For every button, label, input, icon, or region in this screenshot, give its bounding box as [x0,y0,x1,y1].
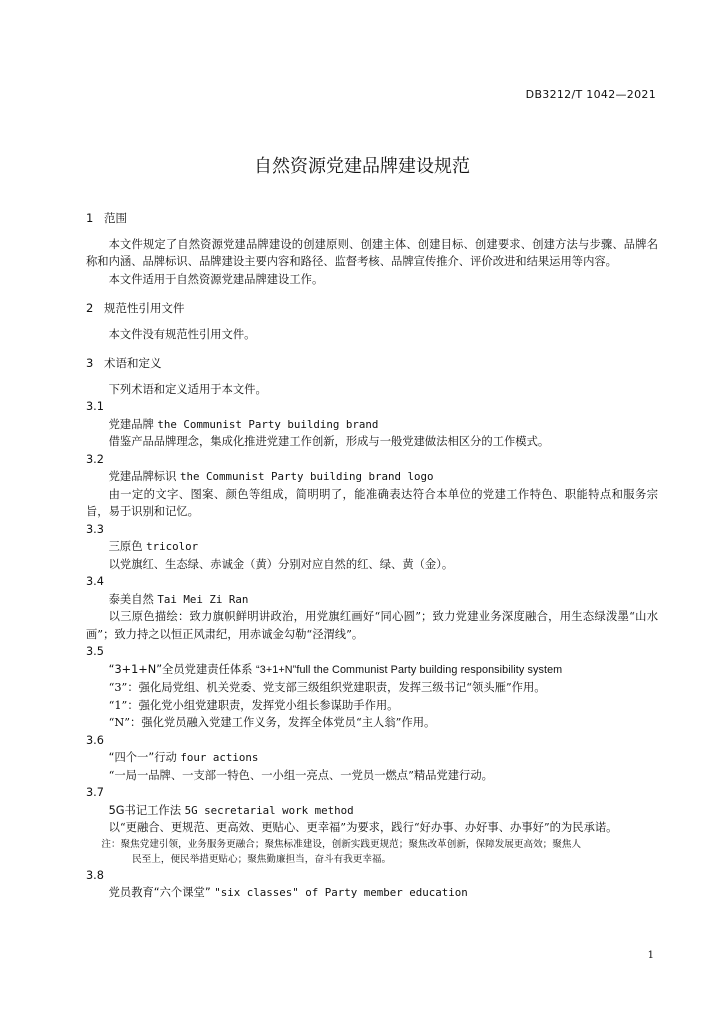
section-1-para-1: 本文件规定了自然资源党建品牌建设的创建原则、创建主体、创建目标、创建要求、创建方法与步骤、品牌名称和内涵、品牌标识、品牌建设主要内容和路径、监督考核、品牌宣传推介、评价改进和结果运用等内容。 [86,237,658,268]
term-3-1-title: 党建品牌 the Communist Party building brand [108,417,379,431]
term-3-3-number: 3.3 [86,522,104,536]
standard-code: DB3212/T 1042—2021 [525,88,656,101]
term-3-2-title: 党建品牌标识 the Communist Party building brand logo [108,470,434,483]
term-3-8-title: 党员教育“六个课堂” "six classes" of Party member education [108,886,468,899]
term-3-3-title: 三原色 tricolor [108,540,199,553]
term-3-4-definition: 以三原色描绘：致力旗帜鲜明讲政治，用党旗红画好“同心圆”；致力党建业务深度融合，用生态绿泼墨“山水画”；致力持之以恒正风肃纪，用赤诚金勾勒“泾渭线”。 [86,610,658,641]
term-3-8-number: 3.8 [86,868,104,882]
term-3-2-number: 3.2 [86,452,104,466]
term-3-3-definition: 以党旗红、生态绿、赤诚金（黄）分别对应自然的红、绿、黄（金）。 [108,557,454,571]
term-3-5-definition-3: “N”：强化党员融入党建工作义务，发挥全体党员“主人翁”作用。 [108,716,436,729]
term-3-7-definition: 以“更融合、更规范、更高效、更贴心、更幸福”为要求，践行“好办事、办好事、办事好”的为民承诺。 [108,821,618,834]
section-1-para-2: 本文件适用于自然资源党建品牌建设工作。 [108,272,324,286]
term-3-5-definition-2: “1”：强化党小组党建职责，发挥党小组长参谋助手作用。 [108,698,399,712]
term-3-6-number: 3.6 [86,733,104,747]
term-3-1-number: 3.1 [86,400,104,413]
term-3-4-title: 泰美自然 Tai Mei Zi Ran [108,592,249,606]
section-2-para-1: 本文件没有规范性引用文件。 [108,327,256,341]
term-3-4-number: 3.4 [86,575,104,588]
term-3-7-note: 注：聚焦党建引领，业务服务更融合；聚焦标准建设，创新实践更规范；聚焦改革创新，保障发展更高效；聚焦人 民至上，便民举措更贴心；聚焦勤廉担当，奋斗有我更幸福。 [101,838,582,865]
term-3-1-definition: 借鉴产品品牌理念，集成化推进党建工作创新，形成与一般党建做法相区分的工作模式。 [108,435,550,448]
term-3-6-definition: “一局一品牌、一支部一特色、一小组一亮点、一党员一燃点”精品党建行动。 [108,768,493,782]
document-body [86,210,658,902]
section-3-heading: 3 术语和定义 [86,356,162,370]
term-3-2-definition: 由一定的文字、图案、颜色等组成，简明明了，能准确表达符合本单位的党建工作特色、职能特点和服务宗旨，易于识别和记忆。 [86,487,658,518]
document-title: 自然资源党建品牌建设规范 [254,156,470,177]
term-3-5-definition-1: “3”：强化局党组、机关党委、党支部三级组织党建职责，发挥三级书记“领头雁”作用。 [108,681,546,694]
term-3-6-title: “四个一”行动 four actions [108,751,259,764]
section-1-heading: 1 范围 [86,211,127,225]
section-2-heading: 2 规范性引用文件 [86,301,185,315]
term-3-7-title: 5G书记工作法 5G secretarial work method [108,803,354,817]
page-number: 1 [647,950,654,961]
term-3-5-number: 3.5 [86,645,104,658]
term-3-5-title: “3+1+N”全员党建责任体系 “3+1+N”full the Communist Party building responsibility system [108,662,563,676]
term-3-7-number: 3.7 [86,786,104,799]
section-3-intro: 下列术语和定义适用于本文件。 [108,382,267,396]
